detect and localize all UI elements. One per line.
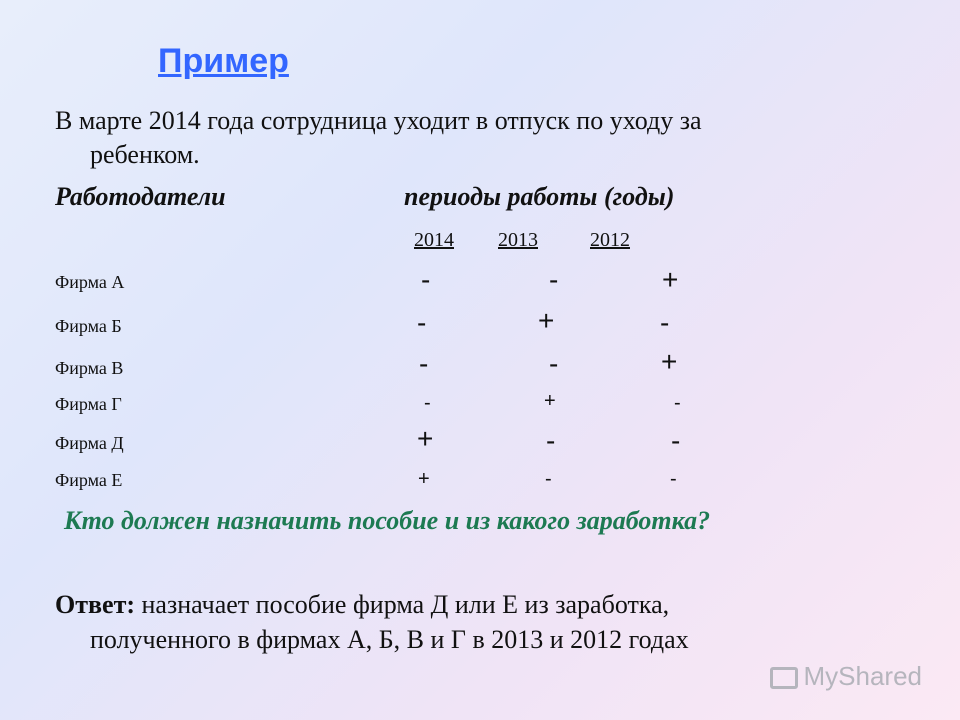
row-label-firm-g: Фирма Г xyxy=(55,394,122,414)
row-label-firm-e: Фирма Е xyxy=(55,470,123,490)
mark-firm-e-2013: - xyxy=(545,468,552,490)
question-text: Кто должен назначить пособие и из какого заработка? xyxy=(64,506,711,535)
watermark-text: MyShared xyxy=(803,661,922,691)
answer-line-2: полученного в фирмах А, Б, В и Г в 2013 и 2012 годах xyxy=(90,625,689,654)
mark-firm-v-2012: + xyxy=(661,346,678,377)
mark-firm-e-2014: + xyxy=(418,468,430,490)
year-2012: 2012 xyxy=(590,229,630,251)
mark-firm-d-2012: - xyxy=(671,425,681,456)
mark-firm-e-2012: - xyxy=(670,468,677,490)
mark-firm-d-2013: - xyxy=(546,425,556,456)
intro-line-2: ребенком. xyxy=(90,140,200,169)
intro-line-1: В марте 2014 года сотрудница уходит в отпуск по уходу за xyxy=(55,106,702,135)
mark-firm-a-2013: - xyxy=(549,264,559,295)
row-label-firm-b: Фирма Б xyxy=(55,316,122,336)
mark-firm-b-2012: - xyxy=(660,307,670,338)
mark-firm-g-2013: + xyxy=(544,390,556,412)
employers-header: Работодатели xyxy=(55,182,226,211)
mark-firm-d-2014: + xyxy=(417,423,434,454)
mark-firm-g-2014: - xyxy=(424,392,431,414)
row-label-firm-d: Фирма Д xyxy=(55,433,124,453)
mark-firm-b-2013: + xyxy=(538,305,555,336)
mark-firm-a-2012: + xyxy=(662,264,679,295)
watermark xyxy=(770,661,923,692)
slide-title: Пример xyxy=(158,42,289,80)
mark-firm-v-2013: - xyxy=(549,348,559,379)
answer-line-1 xyxy=(55,590,669,620)
mark-firm-g-2012: - xyxy=(674,392,681,414)
periods-header: периоды работы (годы) xyxy=(404,182,675,211)
mark-firm-a-2014: - xyxy=(421,264,431,295)
year-2014: 2014 xyxy=(414,229,454,251)
slideshow-icon xyxy=(770,667,798,689)
mark-firm-b-2014: - xyxy=(417,307,427,338)
row-label-firm-v: Фирма В xyxy=(55,358,124,378)
row-label-firm-a: Фирма А xyxy=(55,272,125,292)
mark-firm-v-2014: - xyxy=(419,348,429,379)
year-2013: 2013 xyxy=(498,229,538,251)
answer-label: Ответ: xyxy=(55,590,136,619)
answer-text-1: назначает пособие фирма Д или Е из заработка, xyxy=(135,590,670,619)
years-header xyxy=(414,229,630,252)
